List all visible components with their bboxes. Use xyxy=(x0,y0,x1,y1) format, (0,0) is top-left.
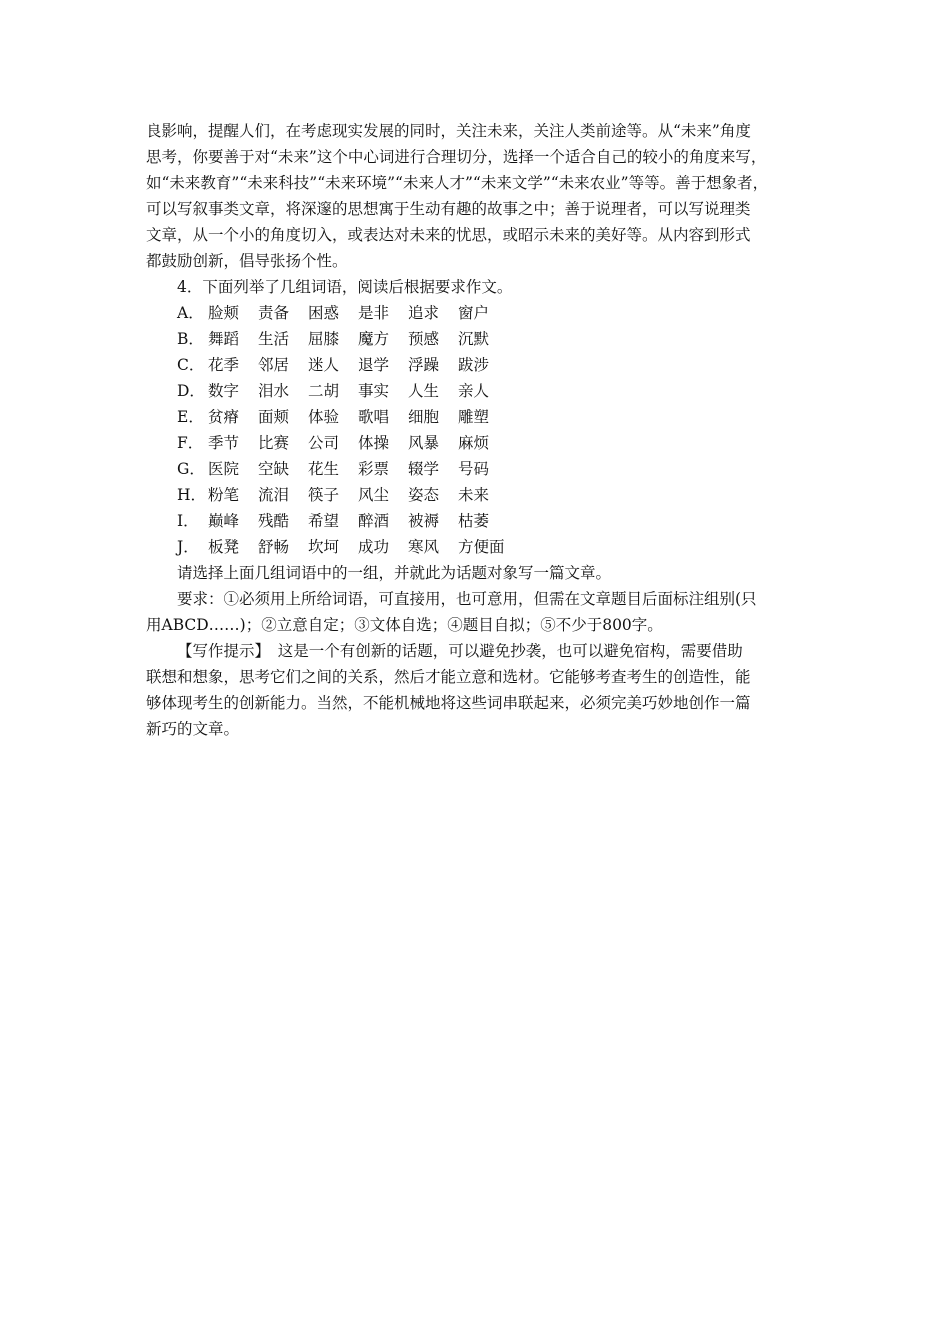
word-group-row xyxy=(146,404,811,430)
word-item: 醉酒 xyxy=(358,512,390,530)
text-line: 要求：①必须用上所给词语，可直接用，也可意用，但需在文章题目后面标注组别(只 xyxy=(177,590,757,608)
word-group-label: H． xyxy=(177,486,207,504)
word-group-row xyxy=(146,352,811,378)
word-item: 成功 xyxy=(358,538,390,556)
word-item: 枯萎 xyxy=(458,512,490,530)
text-line: 新巧的文章。 xyxy=(146,720,240,738)
text-line: 如“未来教育”“未来科技”“未来环境”“未来人才”“未来文学”“未来农业”等等。善于想象者， xyxy=(146,174,769,192)
word-group-label: I． xyxy=(177,512,199,530)
word-item: 邻居 xyxy=(258,356,290,374)
writing-tip-label: 【写作提示】 xyxy=(177,642,263,660)
text-line: 文章，从一个小的角度切入，或表达对未来的忧思，或昭示未来的美好等。从内容到形式 xyxy=(146,226,751,244)
word-item: 风暴 xyxy=(408,434,440,452)
word-item: 数字 xyxy=(208,382,240,400)
word-item: 是非 xyxy=(358,304,390,322)
word-item: 舞蹈 xyxy=(208,330,240,348)
word-group-label: A． xyxy=(177,304,204,322)
word-group-row xyxy=(146,300,811,326)
word-group-row xyxy=(146,534,811,560)
word-item: 坎坷 xyxy=(308,538,340,556)
word-item: 体验 xyxy=(308,408,340,426)
word-item: 屈膝 xyxy=(308,330,340,348)
word-item: 方便面 xyxy=(458,538,505,556)
word-item: 花生 xyxy=(308,460,340,478)
word-item: 责备 xyxy=(258,304,290,322)
word-groups-list xyxy=(146,300,811,560)
word-item: 舒畅 xyxy=(258,538,290,556)
word-item: 姿态 xyxy=(408,486,440,504)
word-item: 浮躁 xyxy=(408,356,440,374)
word-group-row xyxy=(146,378,811,404)
word-group-row xyxy=(146,482,811,508)
word-item: 生活 xyxy=(258,330,290,348)
word-item: 窗户 xyxy=(458,304,490,322)
word-item: 退学 xyxy=(358,356,390,374)
writing-tip-text: 这是一个有创新的话题，可以避免抄袭，也可以避免宿构，需要借助 xyxy=(262,642,743,660)
text-line: 都鼓励创新，倡导张扬个性。 xyxy=(146,252,348,270)
word-item: 医院 xyxy=(208,460,240,478)
word-item: 追求 xyxy=(408,304,440,322)
word-item: 人生 xyxy=(408,382,440,400)
word-item: 歌唱 xyxy=(358,408,390,426)
word-item: 二胡 xyxy=(308,382,340,400)
word-item: 沉默 xyxy=(458,330,490,348)
writing-tip xyxy=(146,638,811,742)
word-item: 贫瘠 xyxy=(208,408,240,426)
word-item: 残酷 xyxy=(258,512,290,530)
word-item: 雕塑 xyxy=(458,408,490,426)
word-item: 流泪 xyxy=(258,486,290,504)
word-item: 比赛 xyxy=(258,434,290,452)
word-item: 号码 xyxy=(458,460,490,478)
word-item: 跋涉 xyxy=(458,356,490,374)
word-group-label: G． xyxy=(177,460,205,478)
word-group-label: D． xyxy=(177,382,205,400)
word-item: 希望 xyxy=(308,512,340,530)
word-item: 板凳 xyxy=(208,538,240,556)
text-line: 可以写叙事类文章，将深邃的思想寓于生动有趣的故事之中；善于说理者，可以写说理类 xyxy=(146,200,751,218)
word-group-label: F． xyxy=(177,434,204,452)
word-item: 寒风 xyxy=(408,538,440,556)
word-group-row xyxy=(146,326,811,352)
word-item: 空缺 xyxy=(258,460,290,478)
document-content xyxy=(146,118,811,742)
question-4-requirements xyxy=(146,586,811,638)
word-item: 筷子 xyxy=(308,486,340,504)
word-item: 事实 xyxy=(358,382,390,400)
word-item: 被褥 xyxy=(408,512,440,530)
word-item: 困惑 xyxy=(308,304,340,322)
word-group-label: E． xyxy=(177,408,204,426)
word-item: 细胞 xyxy=(408,408,440,426)
text-line: 用ABCD……)；②立意自定；③文体自选；④题目自拟；⑤不少于800字。 xyxy=(146,616,663,634)
word-item: 预感 xyxy=(408,330,440,348)
word-item: 花季 xyxy=(208,356,240,374)
word-item: 粉笔 xyxy=(208,486,240,504)
word-item: 彩票 xyxy=(358,460,390,478)
word-group-label: J． xyxy=(177,538,199,556)
word-item: 巅峰 xyxy=(208,512,240,530)
text-line: 联想和想象，思考它们之间的关系，然后才能立意和选材。它能够考查考生的创造性，能 xyxy=(146,668,751,686)
word-item: 季节 xyxy=(208,434,240,452)
word-item: 迷人 xyxy=(308,356,340,374)
word-item: 未来 xyxy=(458,486,490,504)
word-item: 体操 xyxy=(358,434,390,452)
text-line: 够体现考生的创新能力。当然，不能机械地将这些词串联起来，必须完美巧妙地创作一篇 xyxy=(146,694,751,712)
word-group-label: C． xyxy=(177,356,205,374)
word-group-label: B． xyxy=(177,330,204,348)
word-item: 公司 xyxy=(308,434,340,452)
text-line xyxy=(146,638,811,664)
word-item: 面颊 xyxy=(258,408,290,426)
word-item: 魔方 xyxy=(358,330,390,348)
word-item: 风尘 xyxy=(358,486,390,504)
word-item: 泪水 xyxy=(258,382,290,400)
text-line: 良影响，提醒人们，在考虑现实发展的同时，关注未来，关注人类前途等。从“未来”角度 xyxy=(146,122,751,140)
word-group-row xyxy=(146,508,811,534)
question-4-intro: 4．下面列举了几组词语，阅读后根据要求作文。 xyxy=(177,278,513,296)
question-4-instruction: 请选择上面几组词语中的一组，并就此为话题对象写一篇文章。 xyxy=(177,564,612,582)
word-item: 麻烦 xyxy=(458,434,490,452)
text-line: 思考，你要善于对“未来”这个中心词进行合理切分，选择一个适合自己的较小的角度来写， xyxy=(146,148,767,166)
word-group-row xyxy=(146,430,811,456)
word-item: 脸颊 xyxy=(208,304,240,322)
word-item: 辍学 xyxy=(408,460,440,478)
intro-paragraph xyxy=(146,118,811,274)
word-group-row xyxy=(146,456,811,482)
word-item: 亲人 xyxy=(458,382,490,400)
